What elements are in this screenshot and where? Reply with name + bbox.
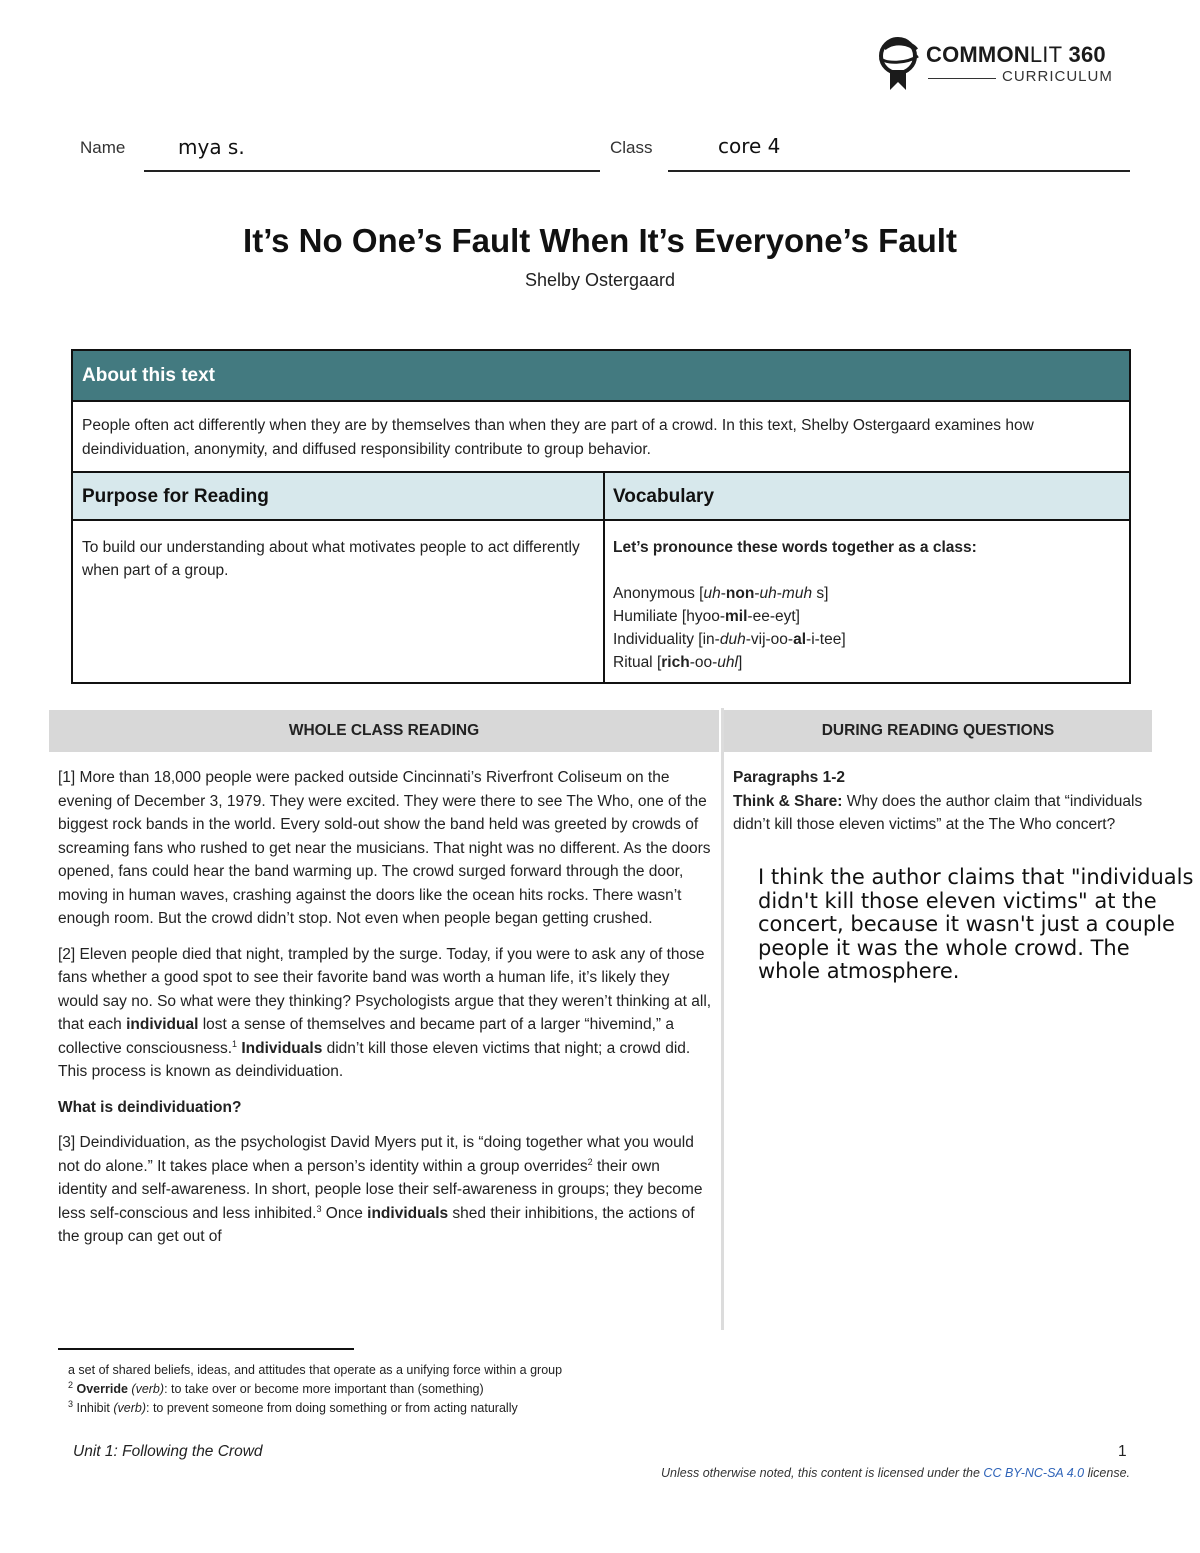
license-notice: Unless otherwise noted, this content is licensed under the CC BY-NC-SA 4.0 license.	[661, 1466, 1130, 1480]
question-prompt: Think & Share: Why does the author claim that “individuals didn’t kill those eleven victims” at the The Who concert?	[733, 792, 1143, 833]
purpose-heading: Purpose for Reading	[82, 486, 269, 507]
purpose-text: To build our understanding about what motivates people to act differently when part of a group.	[82, 539, 580, 579]
class-field[interactable]	[668, 130, 1130, 172]
unit-label: Unit 1: Following the Crowd	[73, 1443, 263, 1460]
footnotes	[68, 1361, 868, 1418]
vocabulary-word-individuality: Individuality [in-duh-vij-oo-al-i-tee]	[613, 631, 846, 648]
commonlit-badge-icon	[876, 34, 924, 94]
page-title: It’s No One’s Fault When It’s Everyone’s Fault	[243, 222, 957, 259]
commonlit-logo	[876, 34, 1136, 94]
purpose-vocab-header	[73, 471, 1129, 521]
class-value: core 4	[718, 134, 781, 158]
logo-wordmark: COMMONLIT 360	[926, 42, 1106, 67]
question-paragraph-label: Paragraphs 1-2	[733, 769, 845, 786]
vocabulary-list	[613, 536, 1123, 674]
subheading-deindividuation: What is deindividuation?	[58, 1098, 242, 1116]
license-link[interactable]: CC BY-NC-SA 4.0	[983, 1466, 1085, 1480]
vocabulary-word-humiliate: Humiliate [hyoo-mil-ee-eyt]	[613, 608, 800, 625]
footnote-2: $^2$ Override (verb): to take over or become more important than (something)	[68, 1379, 484, 1396]
student-answer[interactable]: I think the author claims that "individuals didn't kill those eleven victims" at the concert, because it wasn't just a couple people it was the whole crowd. The whole atmosphere.	[758, 865, 1194, 983]
whole-class-reading-header: WHOLE CLASS READING	[49, 710, 719, 752]
reading-text	[58, 766, 713, 1261]
vocabulary-heading: Vocabulary	[613, 486, 715, 507]
footnote-1: a set of shared beliefs, ideas, and attitudes that operate as a unifying force within a group	[68, 1363, 563, 1377]
vocabulary-word-ritual: Ritual [rich-oo-uhl]	[613, 654, 743, 671]
logo-subtitle: CURRICULUM	[1002, 68, 1113, 85]
page-number: 1	[1118, 1443, 1127, 1460]
vocabulary-intro: Let’s pronounce these words together as a class:	[613, 539, 977, 556]
vocabulary-word-anonymous: Anonymous [uh-non-uh-muh s]	[613, 585, 829, 602]
about-heading: About this text	[73, 351, 1129, 402]
about-text: People often act differently when they are by themselves than when they are part of a crowd. In this text, Shelby Ostergaard examines how deindividuation, anonymity, and diffused responsibility contribute to group behavior.	[82, 417, 1034, 458]
footnote-3: $^3$ Inhibit (verb): to prevent someone from doing something or from acting naturally	[68, 1398, 518, 1415]
paragraph-3: [3] Deindividuation, as the psychologist David Myers put it, is “doing together what you would not do alone.” It takes place when a person’s identity within a group overrides$^2$ their own identity and self-awareness. In short, people lose their self-awareness in groups; they become less self-conscious and less inhibited.$^3$ Once individuals shed their inhibitions, the actions of the group can get out of	[58, 1134, 703, 1245]
about-box	[71, 349, 1131, 684]
name-field[interactable]	[144, 130, 600, 172]
question-block	[733, 766, 1173, 837]
name-value: mya s.	[178, 135, 245, 159]
name-label: Name	[80, 138, 126, 157]
paragraph-2: [2] Eleven people died that night, trampled by the surge. Today, if you were to ask any of those fans whether a good spot to see their favorite band was worth a human life, it’s likely they would say no. So what were they thinking? Psychologists argue that they weren’t thinking at all, that each individual lost a sense of themselves and became part of a larger “hivemind,” a collective consciousness.$^1$ Individuals didn’t kill those eleven victims that night; a crowd did. This process is known as deindividuation.	[58, 945, 712, 1080]
class-label: Class	[610, 138, 653, 157]
paragraph-1: [1] More than 18,000 people were packed outside Cincinnati’s Riverfront Coliseum on the evening of December 3, 1979. They were excited. They were there to see The Who, one of the biggest rock bands in the world. Every sold-out show the band held was greeted by crowds of screaming fans who rushed to get near the musicians. That night was no different. As the doors opened, fans could hear the band warming up. The crowd surged forward through the door, moving in human waves, crashing against the doors like the ocean hits rocks. There wasn’t enough room. But the crowd didn’t stop. Not even when people began getting crushed.	[58, 769, 711, 927]
during-reading-questions-header: DURING READING QUESTIONS	[724, 710, 1152, 752]
author-name: Shelby Ostergaard	[524, 270, 676, 290]
